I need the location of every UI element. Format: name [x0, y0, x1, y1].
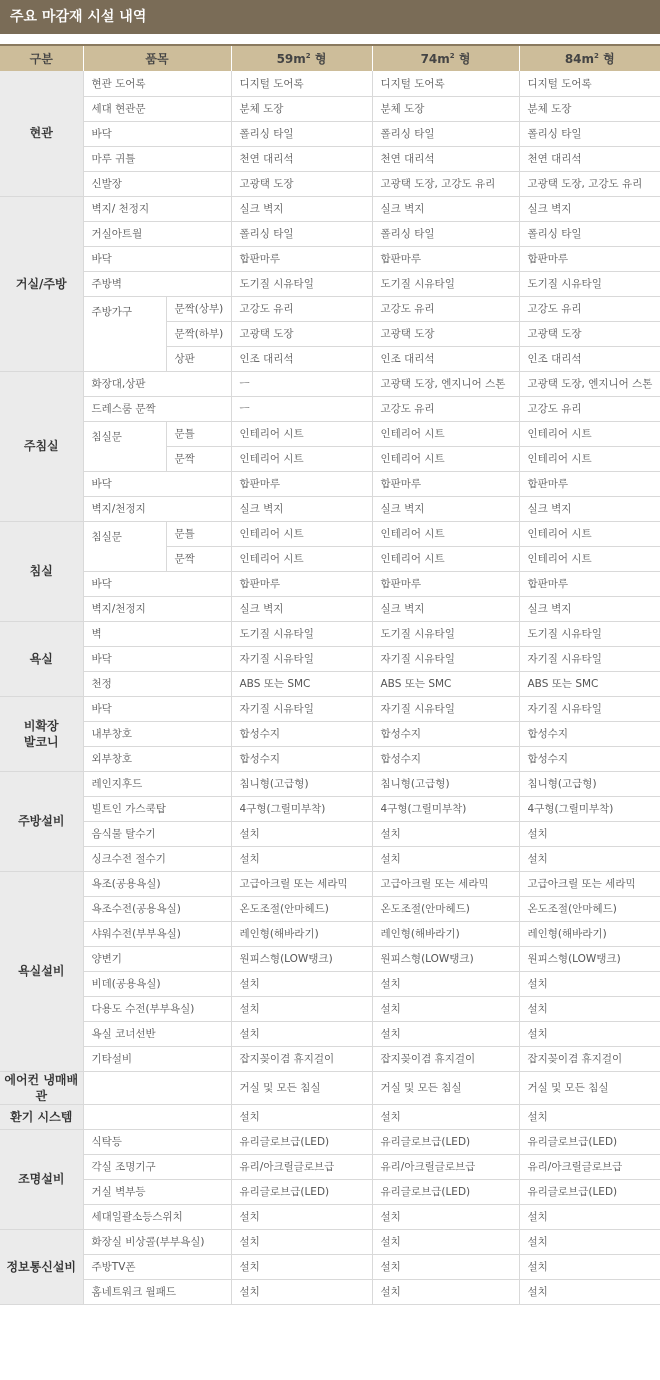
item-cell: 바닥: [83, 571, 231, 596]
value-cell-59: 설치: [231, 821, 372, 846]
value-cell-74: 실크 벽지: [372, 596, 519, 621]
table-row: [0, 121, 660, 146]
value-cell-59: 합성수지: [231, 721, 372, 746]
category-cell: 에어컨 냉매배관: [0, 1071, 83, 1104]
value-cell-59: 폴리싱 타일: [231, 221, 372, 246]
item-cell: 욕조수전(공용욕실): [83, 896, 231, 921]
value-cell-59: 도기질 시유타일: [231, 621, 372, 646]
item-cell: 싱크수전 절수기: [83, 846, 231, 871]
value-cell-59: 인테리어 시트: [231, 421, 372, 446]
value-cell-74: 설치: [372, 821, 519, 846]
value-cell-59: 분체 도장: [231, 96, 372, 121]
value-cell-84: 도기질 시유타일: [519, 271, 660, 296]
value-cell-74: 설치: [372, 846, 519, 871]
value-cell-74: 합판마루: [372, 571, 519, 596]
item-cell: 바닥: [83, 121, 231, 146]
value-cell-84: 설치: [519, 971, 660, 996]
table-row: [0, 196, 660, 221]
value-cell-84: 유리/아크릴글로브급: [519, 1154, 660, 1179]
header-74-label: 74m: [420, 52, 450, 66]
value-cell-74: 설치: [372, 1279, 519, 1304]
item-cell: 바닥: [83, 646, 231, 671]
table-row: [0, 1154, 660, 1179]
value-cell-84: 4구형(그릴미부착): [519, 796, 660, 821]
page-title: 주요 마감재 시설 내역: [0, 0, 660, 34]
category-cell: 정보통신설비: [0, 1229, 83, 1304]
value-cell-74: 자기질 시유타일: [372, 696, 519, 721]
value-cell-59: 레인형(해바라기): [231, 921, 372, 946]
value-cell-84: 분체 도장: [519, 96, 660, 121]
value-cell-59: 유리/아크릴글로브급: [231, 1154, 372, 1179]
header-84-sup: 2: [594, 52, 599, 60]
value-cell-74: 인테리어 시트: [372, 521, 519, 546]
value-cell-84: 인조 대리석: [519, 346, 660, 371]
table-row: [0, 296, 660, 321]
value-cell-59: 설치: [231, 1229, 372, 1254]
table-row: [0, 596, 660, 621]
header-59-sup: 2: [305, 52, 311, 60]
item-cell: 벽지/ 천정지: [83, 196, 231, 221]
value-cell-84: 유리글로브급(LED): [519, 1129, 660, 1154]
table-row: [0, 1229, 660, 1254]
value-cell-59: 거실 및 모든 침실: [231, 1071, 372, 1104]
item-cell: 주방TV폰: [83, 1254, 231, 1279]
table-row: [0, 946, 660, 971]
value-cell-59: 디지털 도어록: [231, 71, 372, 96]
value-cell-84: 합성수지: [519, 746, 660, 771]
table-row: [0, 771, 660, 796]
item-cell: 화장실 비상콜(부부욕실): [83, 1229, 231, 1254]
value-cell-74: 유리글로브급(LED): [372, 1129, 519, 1154]
value-cell-74: 합성수지: [372, 721, 519, 746]
header-row: [0, 45, 660, 71]
header-84-unit: 형: [603, 52, 615, 66]
value-cell-74: 인테리어 시트: [372, 546, 519, 571]
value-cell-74: 실크 벽지: [372, 196, 519, 221]
table-row: [0, 971, 660, 996]
table-row: [0, 171, 660, 196]
value-cell-74: 거실 및 모든 침실: [372, 1071, 519, 1104]
value-cell-74: 인테리어 시트: [372, 421, 519, 446]
value-cell-84: 디지털 도어록: [519, 71, 660, 96]
header-74-unit: 형: [458, 52, 471, 66]
value-cell-74: 유리/아크릴글로브급: [372, 1154, 519, 1179]
item-cell: 외부창호: [83, 746, 231, 771]
item-cell: 빌트인 가스쿡탑: [83, 796, 231, 821]
value-cell-84: 설치: [519, 1254, 660, 1279]
category-cell: 욕실설비: [0, 871, 83, 1071]
value-cell-59: 자기질 시유타일: [231, 696, 372, 721]
value-cell-84: 인테리어 시트: [519, 421, 660, 446]
value-cell-74: 설치: [372, 971, 519, 996]
header-74-sup: 2: [449, 52, 455, 60]
value-cell-84: 설치: [519, 1229, 660, 1254]
item-cell: 현관 도어록: [83, 71, 231, 96]
table-row: [0, 821, 660, 846]
value-cell-59: 합성수지: [231, 746, 372, 771]
item-cell: 침실문: [83, 421, 166, 471]
sub-item-cell: 상판: [166, 346, 231, 371]
value-cell-84: 설치: [519, 821, 660, 846]
item-cell: 욕실 코너선반: [83, 1021, 231, 1046]
table-row: [0, 571, 660, 596]
value-cell-59: 고강도 유리: [231, 296, 372, 321]
item-cell: 드레스룸 문짝: [83, 396, 231, 421]
item-cell: 주방가구: [83, 296, 166, 371]
value-cell-74: 합판마루: [372, 246, 519, 271]
item-cell: [83, 1071, 231, 1104]
category-cell: 현관: [0, 71, 83, 196]
value-cell-59: 설치: [231, 1279, 372, 1304]
header-84: [519, 45, 660, 71]
value-cell-59: 폴리싱 타일: [231, 121, 372, 146]
header-59: [231, 45, 372, 71]
table-row: [0, 871, 660, 896]
item-cell: 바닥: [83, 246, 231, 271]
value-cell-84: 합판마루: [519, 471, 660, 496]
value-cell-84: 침니형(고급형): [519, 771, 660, 796]
table-row: [0, 1129, 660, 1154]
sub-item-cell: 문틀: [166, 521, 231, 546]
category-cell: 거실/주방: [0, 196, 83, 371]
title-gap: [0, 34, 660, 44]
value-cell-59: ㅡ: [231, 396, 372, 421]
value-cell-74: 합성수지: [372, 746, 519, 771]
table-row: [0, 471, 660, 496]
value-cell-84: 거실 및 모든 침실: [519, 1071, 660, 1104]
value-cell-74: 4구형(그릴미부착): [372, 796, 519, 821]
table-row: [0, 1021, 660, 1046]
category-cell: 침실: [0, 521, 83, 621]
category-cell: 환기 시스템: [0, 1104, 83, 1129]
table-row: [0, 271, 660, 296]
item-cell: 식탁등: [83, 1129, 231, 1154]
item-cell: 세대일괄소등스위치: [83, 1204, 231, 1229]
value-cell-74: 고광택 도장, 엔지니어 스톤: [372, 371, 519, 396]
value-cell-84: 유리글로브급(LED): [519, 1179, 660, 1204]
category-cell: 조명설비: [0, 1129, 83, 1229]
sub-item-cell: 문짝: [166, 546, 231, 571]
category-cell: 주침실: [0, 371, 83, 521]
table-row: [0, 521, 660, 546]
value-cell-59: 합판마루: [231, 246, 372, 271]
value-cell-74: 도기질 시유타일: [372, 621, 519, 646]
table-row: [0, 1071, 660, 1104]
value-cell-84: 인테리어 시트: [519, 446, 660, 471]
value-cell-74: 온도조절(안마헤드): [372, 896, 519, 921]
value-cell-84: 고강도 유리: [519, 296, 660, 321]
item-cell: 거실 벽부등: [83, 1179, 231, 1204]
header-84-label: 84m: [564, 52, 595, 66]
table-row: [0, 721, 660, 746]
value-cell-84: 고급아크릴 또는 세라믹: [519, 871, 660, 896]
value-cell-59: 온도조절(안마헤드): [231, 896, 372, 921]
item-cell: 마루 귀틀: [83, 146, 231, 171]
sub-item-cell: 문짝(하부): [166, 321, 231, 346]
value-cell-84: 폴리싱 타일: [519, 121, 660, 146]
value-cell-59: 합판마루: [231, 471, 372, 496]
table-row: [0, 96, 660, 121]
item-cell: 주방벽: [83, 271, 231, 296]
table-row: [0, 996, 660, 1021]
value-cell-84: 실크 벽지: [519, 496, 660, 521]
value-cell-59: 인테리어 시트: [231, 546, 372, 571]
sub-item-cell: 문짝(상부): [166, 296, 231, 321]
table-row: [0, 71, 660, 96]
item-cell: 벽: [83, 621, 231, 646]
table-row: [0, 646, 660, 671]
table-row: [0, 146, 660, 171]
value-cell-84: 합판마루: [519, 571, 660, 596]
item-cell: 세대 현관문: [83, 96, 231, 121]
value-cell-59: 고광택 도장: [231, 321, 372, 346]
value-cell-74: 천연 대리석: [372, 146, 519, 171]
item-cell: 레인지후드: [83, 771, 231, 796]
value-cell-59: 설치: [231, 1254, 372, 1279]
table-row: [0, 1279, 660, 1304]
value-cell-59: 인테리어 시트: [231, 521, 372, 546]
value-cell-74: 디지털 도어록: [372, 71, 519, 96]
item-cell: 바닥: [83, 696, 231, 721]
value-cell-84: 설치: [519, 1021, 660, 1046]
value-cell-59: 실크 벽지: [231, 496, 372, 521]
value-cell-84: 고강도 유리: [519, 396, 660, 421]
item-cell: 벽지/천정지: [83, 596, 231, 621]
value-cell-74: 인테리어 시트: [372, 446, 519, 471]
value-cell-74: 실크 벽지: [372, 496, 519, 521]
value-cell-84: 도기질 시유타일: [519, 621, 660, 646]
item-cell: 홈네트워크 월패드: [83, 1279, 231, 1304]
table-row: [0, 846, 660, 871]
value-cell-59: 설치: [231, 1104, 372, 1129]
value-cell-59: 도기질 시유타일: [231, 271, 372, 296]
value-cell-74: 설치: [372, 1021, 519, 1046]
value-cell-74: 설치: [372, 1204, 519, 1229]
value-cell-59: 고급아크릴 또는 세라믹: [231, 871, 372, 896]
value-cell-84: 폴리싱 타일: [519, 221, 660, 246]
item-cell: 신발장: [83, 171, 231, 196]
value-cell-84: 합판마루: [519, 246, 660, 271]
value-cell-84: 실크 벽지: [519, 196, 660, 221]
value-cell-74: 도기질 시유타일: [372, 271, 519, 296]
value-cell-59: 유리글로브급(LED): [231, 1129, 372, 1154]
item-cell: 내부창호: [83, 721, 231, 746]
item-cell: 샤워수전(부부욕실): [83, 921, 231, 946]
header-74: [372, 45, 519, 71]
value-cell-84: 잡지꽂이겸 휴지걸이: [519, 1046, 660, 1071]
value-cell-59: 합판마루: [231, 571, 372, 596]
value-cell-84: 고광택 도장, 엔지니어 스톤: [519, 371, 660, 396]
value-cell-59: 고광택 도장: [231, 171, 372, 196]
value-cell-59: 인조 대리석: [231, 346, 372, 371]
value-cell-74: 설치: [372, 996, 519, 1021]
table-row: [0, 621, 660, 646]
value-cell-59: 원피스형(LOW탱크): [231, 946, 372, 971]
value-cell-59: 천연 대리석: [231, 146, 372, 171]
value-cell-74: 고강도 유리: [372, 396, 519, 421]
value-cell-59: 설치: [231, 996, 372, 1021]
value-cell-84: 설치: [519, 996, 660, 1021]
value-cell-74: 고급아크릴 또는 세라믹: [372, 871, 519, 896]
table-row: [0, 396, 660, 421]
value-cell-74: 잡지꽂이겸 휴지걸이: [372, 1046, 519, 1071]
value-cell-59: 잡지꽂이겸 휴지걸이: [231, 1046, 372, 1071]
value-cell-59: 침니형(고급형): [231, 771, 372, 796]
table-row: [0, 1104, 660, 1129]
table-row: [0, 421, 660, 446]
header-59-label: 59m: [276, 52, 306, 66]
value-cell-74: 설치: [372, 1254, 519, 1279]
value-cell-59: 설치: [231, 1021, 372, 1046]
value-cell-74: 설치: [372, 1229, 519, 1254]
value-cell-84: 합성수지: [519, 721, 660, 746]
item-cell: 기타설비: [83, 1046, 231, 1071]
table-row: [0, 371, 660, 396]
item-cell: 화장대,상판: [83, 371, 231, 396]
table-row: [0, 1046, 660, 1071]
value-cell-59: 유리글로브급(LED): [231, 1179, 372, 1204]
sub-item-cell: 문짝: [166, 446, 231, 471]
value-cell-84: 천연 대리석: [519, 146, 660, 171]
table-body: [0, 71, 660, 1304]
value-cell-59: ABS 또는 SMC: [231, 671, 372, 696]
value-cell-74: 유리글로브급(LED): [372, 1179, 519, 1204]
category-cell: 비확장 발코니: [0, 696, 83, 771]
value-cell-84: 자기질 시유타일: [519, 696, 660, 721]
finish-materials-table: [0, 44, 660, 1305]
value-cell-59: 설치: [231, 846, 372, 871]
value-cell-74: 폴리싱 타일: [372, 221, 519, 246]
item-cell: 거실아트월: [83, 221, 231, 246]
value-cell-74: 인조 대리석: [372, 346, 519, 371]
item-cell: 다용도 수전(부부욕실): [83, 996, 231, 1021]
value-cell-84: 원피스형(LOW탱크): [519, 946, 660, 971]
value-cell-84: 자기질 시유타일: [519, 646, 660, 671]
value-cell-59: 실크 벽지: [231, 596, 372, 621]
value-cell-74: 레인형(해바라기): [372, 921, 519, 946]
value-cell-74: ABS 또는 SMC: [372, 671, 519, 696]
item-cell: 욕조(공용욕실): [83, 871, 231, 896]
item-cell: [83, 1104, 231, 1129]
table-row: [0, 1179, 660, 1204]
value-cell-74: 합판마루: [372, 471, 519, 496]
category-cell: 주방설비: [0, 771, 83, 871]
value-cell-74: 분체 도장: [372, 96, 519, 121]
item-cell: 천정: [83, 671, 231, 696]
item-cell: 양변기: [83, 946, 231, 971]
value-cell-59: 인테리어 시트: [231, 446, 372, 471]
value-cell-59: 설치: [231, 1204, 372, 1229]
value-cell-84: 설치: [519, 1279, 660, 1304]
value-cell-59: 설치: [231, 971, 372, 996]
value-cell-84: 설치: [519, 1204, 660, 1229]
value-cell-84: 실크 벽지: [519, 596, 660, 621]
value-cell-84: 인테리어 시트: [519, 546, 660, 571]
value-cell-59: 4구형(그릴미부착): [231, 796, 372, 821]
value-cell-59: 실크 벽지: [231, 196, 372, 221]
value-cell-74: 원피스형(LOW탱크): [372, 946, 519, 971]
table-row: [0, 671, 660, 696]
table-row: [0, 221, 660, 246]
item-cell: 바닥: [83, 471, 231, 496]
value-cell-84: ABS 또는 SMC: [519, 671, 660, 696]
table-row: [0, 1254, 660, 1279]
value-cell-74: 자기질 시유타일: [372, 646, 519, 671]
value-cell-84: 고광택 도장, 고강도 유리: [519, 171, 660, 196]
item-cell: 음식물 탈수기: [83, 821, 231, 846]
header-category: 구분: [0, 45, 83, 71]
table-row: [0, 246, 660, 271]
value-cell-74: 고광택 도장: [372, 321, 519, 346]
table-row: [0, 696, 660, 721]
value-cell-84: 인테리어 시트: [519, 521, 660, 546]
table-row: [0, 496, 660, 521]
table-row: [0, 921, 660, 946]
item-cell: 비데(공용욕실): [83, 971, 231, 996]
header-item: 품목: [83, 45, 231, 71]
value-cell-84: 온도조절(안마헤드): [519, 896, 660, 921]
value-cell-74: 설치: [372, 1104, 519, 1129]
item-cell: 각실 조명기구: [83, 1154, 231, 1179]
item-cell: 침실문: [83, 521, 166, 571]
table-row: [0, 1204, 660, 1229]
header-59-unit: 형: [314, 52, 327, 66]
table-row: [0, 796, 660, 821]
value-cell-84: 설치: [519, 1104, 660, 1129]
value-cell-59: 자기질 시유타일: [231, 646, 372, 671]
table-row: [0, 746, 660, 771]
value-cell-74: 침니형(고급형): [372, 771, 519, 796]
value-cell-84: 고광택 도장: [519, 321, 660, 346]
value-cell-74: 폴리싱 타일: [372, 121, 519, 146]
value-cell-74: 고강도 유리: [372, 296, 519, 321]
value-cell-59: ㅡ: [231, 371, 372, 396]
value-cell-84: 설치: [519, 846, 660, 871]
table-row: [0, 896, 660, 921]
category-cell: 욕실: [0, 621, 83, 696]
value-cell-74: 고광택 도장, 고강도 유리: [372, 171, 519, 196]
value-cell-84: 레인형(해바라기): [519, 921, 660, 946]
item-cell: 벽지/천정지: [83, 496, 231, 521]
sub-item-cell: 문틀: [166, 421, 231, 446]
